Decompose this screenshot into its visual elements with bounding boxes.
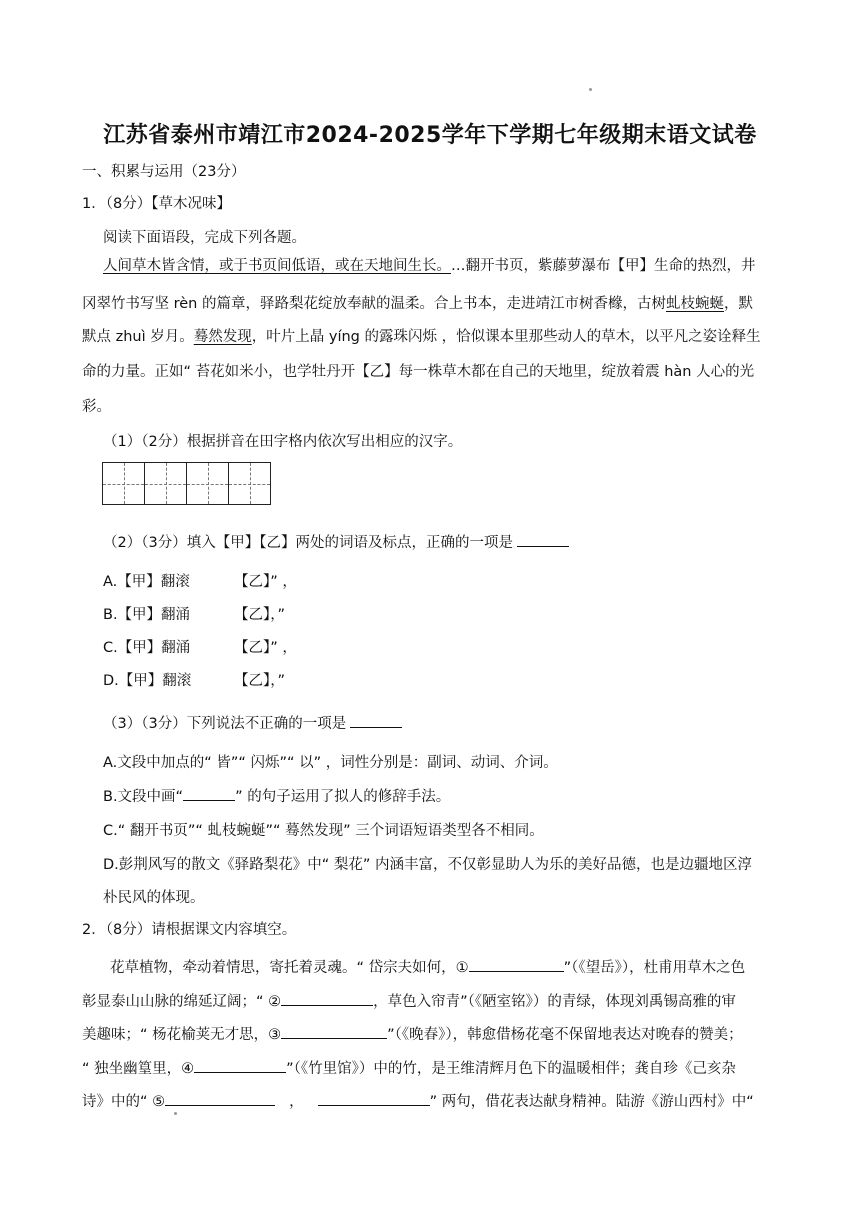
passage-line-2 — [82, 292, 753, 313]
page-title: 江苏省泰州市靖江市2024-2025学年下学期七年级期末语文试卷 — [103, 123, 757, 148]
passage-text: 冈翠竹书写坚 rèn 的篇章，驿路梨花绽放奉献的温柔。合上书本，走进靖江市树香橼，古树 — [82, 296, 666, 312]
tianzige-cell[interactable] — [144, 462, 187, 505]
passage-line-3 — [82, 325, 761, 346]
tianzige-cell[interactable] — [186, 462, 229, 505]
option-part: 【乙】” ， — [234, 640, 297, 656]
fill-text: ”（《望岳》），杜甫用草木之色 — [563, 960, 746, 976]
option-part: B.文段中画“ — [103, 789, 184, 805]
option-3d: D.彭荆风写的散文《驿路梨花》中“ 梨花” 内涵丰富，不仅彰显助人为乐的美好品德，也是边疆地区淳 — [103, 857, 753, 873]
option-2a — [103, 570, 297, 591]
fill-line-3 — [82, 1023, 743, 1044]
fill-text: ，草色入帘青”（《陋室铭》）的青绿，体现刘禹锡高雅的审 — [373, 994, 736, 1010]
option-part: ” 的句子运用了拟人的修辞手法。 — [235, 789, 451, 805]
tianzige-cell[interactable] — [228, 462, 271, 505]
passage-text: 默点 zhuì 岁月。 — [82, 329, 194, 345]
option-part: B.【甲】翻涌 — [103, 607, 191, 623]
answer-blank[interactable] — [350, 713, 402, 728]
question-1-intro: 阅读下面语段，完成下列各题。 — [103, 230, 306, 246]
fill-text: 花草植物，牵动着情思，寄托着灵魂。“ 岱宗夫如何，① — [110, 960, 469, 976]
fill-blank-4[interactable] — [194, 1058, 286, 1073]
passage-text: ，默 — [723, 296, 753, 312]
answer-blank[interactable] — [517, 532, 569, 547]
fill-text: ， — [289, 1094, 304, 1110]
option-part: D.【甲】翻滚 — [103, 673, 192, 689]
option-part: C.【甲】翻涌 — [103, 640, 191, 656]
fill-line-2 — [82, 990, 736, 1011]
option-2c — [103, 636, 297, 657]
passage-line-4: 命的力量。正如“ 苔花如米小，也学牡丹开【乙】每一株草木都在自己的天地里，绽放着震 hàn 人心的光 — [82, 364, 755, 380]
question-2-heading: 2．（8分）请根据课文内容填空。 — [82, 922, 297, 938]
fill-text: ” 两句，借花表达献身精神。陆游《游山西村》中“ — [429, 1094, 754, 1110]
option-part: 【乙】，” — [234, 607, 286, 623]
option-3a: A.文段中加点的“ 皆”“ 闪烁”“ 以” ，词性分别是：副词、动词、介词。 — [103, 755, 558, 771]
passage-line-5: 彩。 — [82, 399, 111, 415]
option-3b — [103, 785, 450, 806]
fill-text: 诗》中的“ ⑤ — [82, 1094, 166, 1110]
fill-text: ”（《竹里馆》）中的竹，是王维清辉月色下的温暖相伴；龚自珍《己亥杂 — [286, 1061, 736, 1077]
option-part: A.【甲】翻滚 — [103, 574, 190, 590]
fill-text: 美趣味；“ 杨花榆荚无才思，③ — [82, 1027, 282, 1043]
subquestion-1: （1）（2分）根据拼音在田字格内依次写出相应的汉字。 — [103, 434, 463, 450]
passage-text: …翻开书页，紫藤萝瀑布【甲】生命的热烈，井 — [451, 258, 756, 274]
fill-line-1 — [110, 956, 745, 977]
fill-line-4 — [82, 1057, 736, 1078]
tianzige-grid — [103, 462, 271, 505]
passage-text: ，叶片上晶 yíng 的露珠闪烁 ，恰似课本里那些动人的草木，以平凡之姿诠释生 — [251, 329, 761, 345]
fill-line-5 — [82, 1090, 754, 1111]
fill-blank-3[interactable] — [281, 1024, 387, 1039]
option-3c: C.“ 翻开书页”“ 虬枝蜿蜒”“ 蓦然发现” 三个词语短语类型各不相同。 — [103, 823, 544, 839]
subquestion-3 — [103, 712, 402, 733]
tianzige-cell[interactable] — [102, 462, 145, 505]
passage-underlined-phrase: 虬枝蜿蜒 — [665, 296, 724, 312]
fill-blank-5b[interactable] — [318, 1091, 430, 1106]
passage-underlined-sentence: 人间草木皆含情，或于书页间低语，或在天地间生长。 — [103, 258, 451, 274]
fill-text: 彰显泰山山脉的绵延辽阔；“ ② — [82, 994, 282, 1010]
fill-blank-5a[interactable] — [165, 1091, 275, 1106]
subquestion-2 — [103, 531, 569, 552]
option-3d-cont: 朴民风的体现。 — [103, 890, 205, 906]
fill-text: “ 独坐幽篁里，④ — [82, 1061, 195, 1077]
scan-dot — [589, 88, 592, 91]
question-1-heading: 1．（8分）【草木况味】 — [82, 196, 231, 212]
option-part: 【乙】” ， — [234, 574, 297, 590]
option-2b — [103, 603, 285, 624]
passage-line-1 — [103, 254, 756, 275]
option-part: 【乙】，” — [234, 673, 286, 689]
option-2d — [103, 669, 285, 690]
fill-blank-1[interactable] — [469, 957, 564, 972]
passage-underlined-phrase: 蓦然发现 — [193, 329, 252, 345]
subquestion-3-text: （3）（3分）下列说法不正确的一项是 — [103, 716, 347, 732]
answer-blank — [183, 786, 235, 801]
section-heading: 一、积累与运用（23分） — [82, 164, 246, 180]
fill-blank-2[interactable] — [281, 991, 373, 1006]
scan-dot — [174, 1112, 177, 1115]
fill-text: ”（《晚春》），韩愈借杨花毫不保留地表达对晚春的赞美； — [387, 1027, 743, 1043]
subquestion-2-text: （2）（3分）填入【甲】【乙】两处的词语及标点，正确的一项是 — [103, 535, 513, 551]
